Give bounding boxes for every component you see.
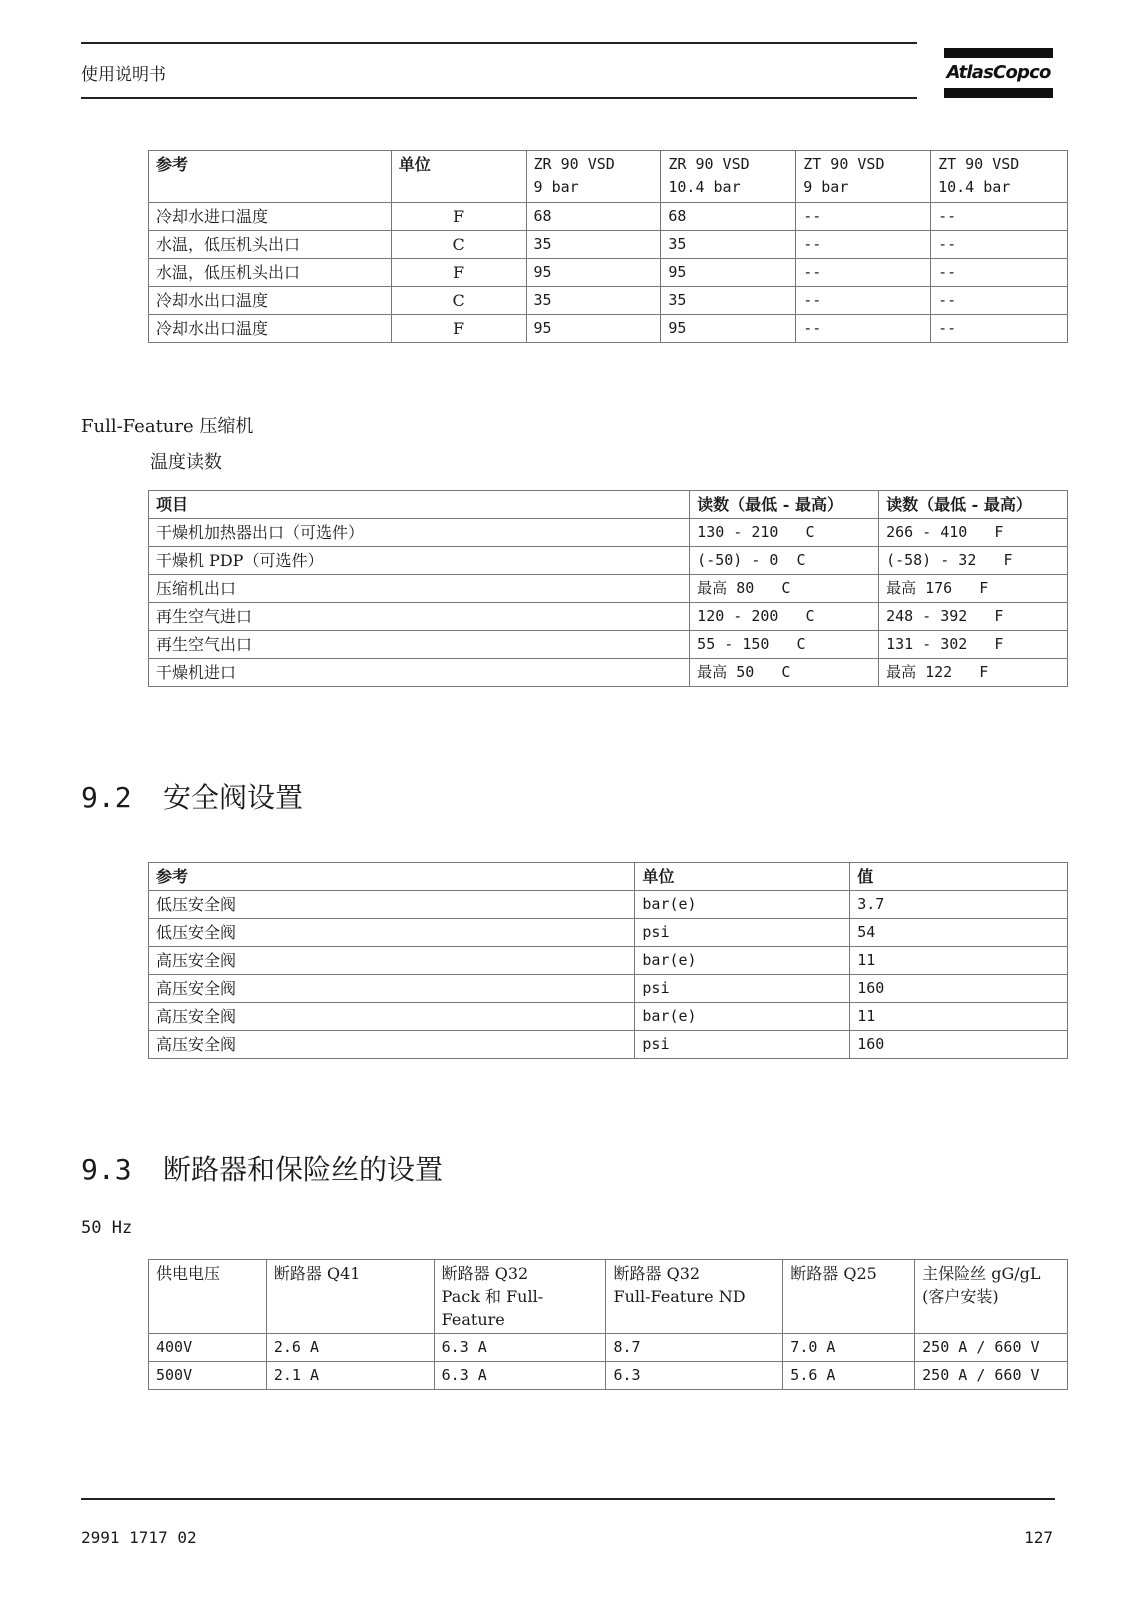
- table-cell: 68: [526, 203, 661, 231]
- table-header-row: [149, 491, 1068, 519]
- table-cell: 6.3: [606, 1362, 783, 1390]
- table-cell: 250 A / 660 V: [915, 1362, 1068, 1390]
- header-top-rule: [81, 42, 917, 44]
- table-cell: 高压安全阀: [149, 1031, 635, 1059]
- table-cell: psi: [635, 1031, 850, 1059]
- table-cell: 11: [850, 1003, 1068, 1031]
- header-cell: ZR 90 VSD 9 bar: [526, 151, 661, 203]
- table-row: [149, 603, 1068, 631]
- table-cell: (-50) - 0 C: [690, 547, 879, 575]
- header-title: 使用说明书: [81, 65, 166, 85]
- page-number: 127: [1024, 1528, 1053, 1547]
- table-cell: 35: [661, 231, 796, 259]
- cooling-water-table: [148, 150, 1068, 343]
- table-cell: bar(e): [635, 947, 850, 975]
- table-row: [149, 631, 1068, 659]
- table-cell: --: [931, 259, 1068, 287]
- table-cell: 400V: [149, 1334, 267, 1362]
- table-cell: --: [796, 259, 931, 287]
- table-cell: --: [931, 231, 1068, 259]
- table-cell: 再生空气进口: [149, 603, 690, 631]
- table-cell: 35: [526, 287, 661, 315]
- table-cell: 最高 176 F: [879, 575, 1068, 603]
- table-cell: 5.6 A: [783, 1362, 915, 1390]
- header-cell: 项目: [149, 491, 690, 519]
- document-number: 2991 1717 02: [81, 1528, 197, 1547]
- table-cell: 低压安全阀: [149, 919, 635, 947]
- table-cell: 6.3 A: [434, 1362, 606, 1390]
- table-cell: 8.7: [606, 1334, 783, 1362]
- table-cell: --: [796, 203, 931, 231]
- breaker-fuse-table: [148, 1259, 1068, 1390]
- table-cell: psi: [635, 975, 850, 1003]
- section-title: 断路器和保险丝的设置: [163, 1153, 444, 1186]
- table-cell: 68: [661, 203, 796, 231]
- header-cell: 参考: [149, 863, 635, 891]
- table-cell: F: [391, 203, 526, 231]
- header-cell: 断路器 Q41: [266, 1260, 434, 1334]
- table-cell: 130 - 210 C: [690, 519, 879, 547]
- table-row: [149, 1031, 1068, 1059]
- table-header-row: [149, 1260, 1068, 1334]
- table-row: [149, 259, 1068, 287]
- header-cell: 断路器 Q32 Full-Feature ND: [606, 1260, 783, 1334]
- table-cell: 2.6 A: [266, 1334, 434, 1362]
- header-bottom-rule: [81, 97, 917, 99]
- section-number: 9.2: [81, 781, 132, 814]
- table-cell: F: [391, 315, 526, 343]
- table-row: [149, 519, 1068, 547]
- table-cell: 55 - 150 C: [690, 631, 879, 659]
- table-row: [149, 287, 1068, 315]
- table-cell: 最高 50 C: [690, 659, 879, 687]
- header-cell: 断路器 Q32 Pack 和 Full- Feature: [434, 1260, 606, 1334]
- table-cell: 高压安全阀: [149, 975, 635, 1003]
- table-cell: 160: [850, 975, 1068, 1003]
- atlas-copco-logo: [944, 48, 1053, 100]
- table-cell: 35: [661, 287, 796, 315]
- frequency-label: 50 Hz: [81, 1218, 133, 1238]
- footer-rule: [81, 1498, 1055, 1500]
- header-cell: ZT 90 VSD 9 bar: [796, 151, 931, 203]
- table-row: [149, 203, 1068, 231]
- table-cell: 6.3 A: [434, 1334, 606, 1362]
- section-9-2-heading: [81, 776, 303, 816]
- table-cell: --: [796, 315, 931, 343]
- table-cell: 120 - 200 C: [690, 603, 879, 631]
- table-header-row: [149, 151, 1068, 203]
- table-cell: --: [931, 315, 1068, 343]
- table-cell: bar(e): [635, 1003, 850, 1031]
- table-cell: 最高 80 C: [690, 575, 879, 603]
- table-row: [149, 315, 1068, 343]
- table-cell: 3.7: [850, 891, 1068, 919]
- header-cell: 单位: [635, 863, 850, 891]
- table-cell: 266 - 410 F: [879, 519, 1068, 547]
- header-cell: 读数（最低 - 最高）: [690, 491, 879, 519]
- table-cell: 水温，低压机头出口: [149, 231, 392, 259]
- table-header-row: [149, 863, 1068, 891]
- header-cell: 值: [850, 863, 1068, 891]
- table-cell: 冷却水出口温度: [149, 287, 392, 315]
- table-cell: F: [391, 259, 526, 287]
- table-cell: 131 - 302 F: [879, 631, 1068, 659]
- full-feature-heading: Full-Feature 压缩机: [81, 416, 254, 437]
- table-cell: 2.1 A: [266, 1362, 434, 1390]
- table-cell: psi: [635, 919, 850, 947]
- table-cell: 压缩机出口: [149, 575, 690, 603]
- logo-text: AtlasCopco: [946, 62, 1051, 83]
- table-cell: 250 A / 660 V: [915, 1334, 1068, 1362]
- table-cell: 54: [850, 919, 1068, 947]
- table-cell: 冷却水出口温度: [149, 315, 392, 343]
- table-cell: --: [931, 287, 1068, 315]
- table-row: [149, 659, 1068, 687]
- table-cell: 35: [526, 231, 661, 259]
- table-cell: 95: [526, 259, 661, 287]
- table-row: [149, 1334, 1068, 1362]
- table-cell: 160: [850, 1031, 1068, 1059]
- table-cell: 95: [526, 315, 661, 343]
- table-cell: 95: [661, 315, 796, 343]
- header-cell: 主保险丝 gG/gL (客户安装): [915, 1260, 1068, 1334]
- header-cell: 供电电压: [149, 1260, 267, 1334]
- table-cell: 冷却水进口温度: [149, 203, 392, 231]
- table-cell: 干燥机 PDP（可选件）: [149, 547, 690, 575]
- table-cell: C: [391, 231, 526, 259]
- table-cell: 500V: [149, 1362, 267, 1390]
- header-cell: 单位: [391, 151, 526, 203]
- table-cell: (-58) - 32 F: [879, 547, 1068, 575]
- table-cell: 高压安全阀: [149, 1003, 635, 1031]
- section-number: 9.3: [81, 1153, 132, 1186]
- header-cell: 参考: [149, 151, 392, 203]
- table-row: [149, 231, 1068, 259]
- header-cell: 断路器 Q25: [783, 1260, 915, 1334]
- table-row: [149, 575, 1068, 603]
- temperature-readings-table: [148, 490, 1068, 687]
- table-row: [149, 891, 1068, 919]
- table-cell: 248 - 392 F: [879, 603, 1068, 631]
- header-cell: ZR 90 VSD 10.4 bar: [661, 151, 796, 203]
- safety-valve-table: [148, 862, 1068, 1059]
- table-cell: --: [796, 231, 931, 259]
- table-cell: 干燥机进口: [149, 659, 690, 687]
- table-row: [149, 947, 1068, 975]
- table-cell: bar(e): [635, 891, 850, 919]
- section-9-3-heading: [81, 1148, 443, 1188]
- table-row: [149, 547, 1068, 575]
- table-cell: --: [796, 287, 931, 315]
- temperature-readings-subheading: 温度读数: [150, 452, 222, 473]
- table-row: [149, 1362, 1068, 1390]
- table-cell: C: [391, 287, 526, 315]
- table-cell: 低压安全阀: [149, 891, 635, 919]
- table-cell: 95: [661, 259, 796, 287]
- table-cell: 干燥机加热器出口（可选件）: [149, 519, 690, 547]
- table-row: [149, 975, 1068, 1003]
- header-cell: 读数（最低 - 最高）: [879, 491, 1068, 519]
- table-row: [149, 1003, 1068, 1031]
- table-cell: 最高 122 F: [879, 659, 1068, 687]
- table-cell: 7.0 A: [783, 1334, 915, 1362]
- table-cell: 水温，低压机头出口: [149, 259, 392, 287]
- header-cell: ZT 90 VSD 10.4 bar: [931, 151, 1068, 203]
- table-cell: 高压安全阀: [149, 947, 635, 975]
- section-title: 安全阀设置: [163, 781, 304, 814]
- table-cell: --: [931, 203, 1068, 231]
- table-row: [149, 919, 1068, 947]
- table-cell: 再生空气出口: [149, 631, 690, 659]
- table-cell: 11: [850, 947, 1068, 975]
